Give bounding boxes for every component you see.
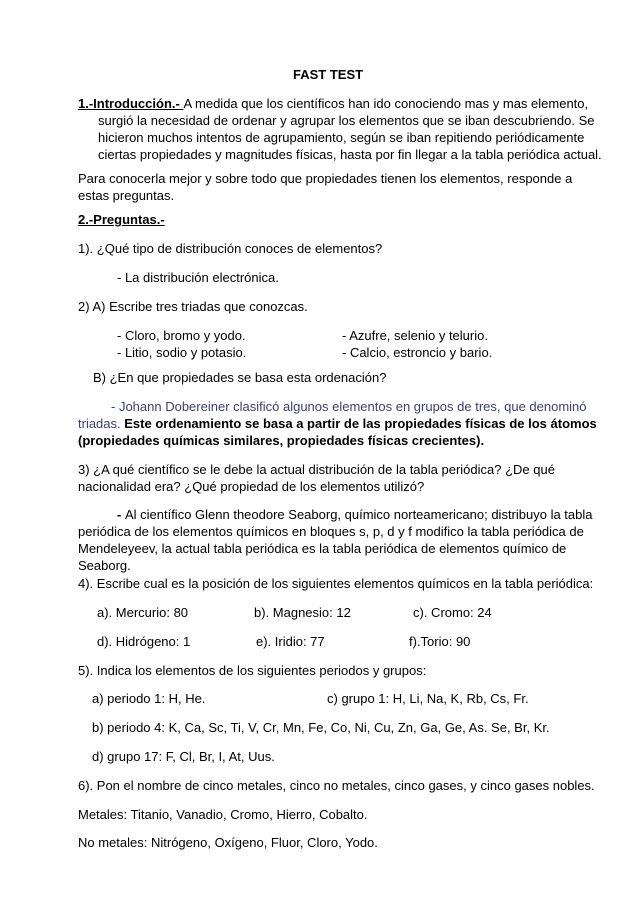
q6-question: 6). Pon el nombre de cinco metales, cinco no metales, cinco gases, y cinco gases nobles. bbox=[78, 778, 595, 793]
q2b-answer-line-2 bbox=[78, 415, 597, 433]
section-heading-preguntas: 2.-Preguntas.- bbox=[78, 212, 165, 227]
intro-line-2: surgió la necesidad de ordenar y agrupar los elementos que se iban descubriendo. Se bbox=[98, 113, 595, 128]
q2-question: 2) A) Escribe tres triadas que conozcas. bbox=[78, 299, 308, 314]
q5-question: 5). Indica los elementos de los siguientes periodos y grupos: bbox=[78, 663, 427, 678]
q3-answer-text: Al científico Glenn theodore Seaborg, químico norteamericano; distribuyo la tabla bbox=[124, 507, 593, 522]
intro-line-1 bbox=[78, 95, 588, 113]
q4-item-b: b). Magnesio: 12 bbox=[254, 605, 351, 620]
triad-right-1: - Azufre, selenio y telurio. bbox=[342, 328, 488, 343]
triad-right-2: - Calcio, estroncio y bario. bbox=[342, 345, 493, 360]
q3-answer-dash: - bbox=[117, 507, 125, 522]
para-line-2: estas preguntas. bbox=[78, 188, 175, 203]
q1-answer: - La distribución electrónica. bbox=[117, 270, 279, 285]
q5-item-c: c) grupo 1: H, Li, Na, K, Rb, Cs, Fr. bbox=[327, 691, 529, 706]
q1-question: 1). ¿Qué tipo de distribución conoces de elementos? bbox=[78, 241, 383, 256]
q5-item-b: b) periodo 4: K, Ca, Sc, Ti, V, Cr, Mn, Fe, Co, Ni, Cu, Zn, Ga, Ge, As. Se, Br, Kr. bbox=[92, 720, 550, 735]
q4-item-a: a). Mercurio: 80 bbox=[97, 605, 189, 620]
q3-answer-line-4: Seaborg. bbox=[78, 558, 131, 573]
intro-heading: 1.-Introducción.- bbox=[78, 96, 184, 111]
q6-metales: Metales: Titanio, Vanadio, Cromo, Hierro, Cobalto. bbox=[78, 807, 368, 822]
q4-item-e: e). Iridio: 77 bbox=[256, 634, 325, 649]
q2b-answer-line-3: (propiedades químicas similares, propiedades físicas crecientes). bbox=[78, 433, 485, 448]
q4-item-d: d). Hidrógeno: 1 bbox=[97, 634, 191, 649]
q3-answer-line-2: periódica de los elementos químicos en bloques s, p, d y f modifico la tabla periódica de bbox=[78, 524, 584, 539]
triad-left-2: - Litio, sodio y potasio. bbox=[117, 345, 247, 360]
q4-item-f: f).Torio: 90 bbox=[409, 634, 471, 649]
q2b-answer-plain: triadas. bbox=[78, 416, 125, 431]
q3-question-line-1: 3) ¿A qué científico se le debe la actual distribución de la tabla periódica? ¿De qué bbox=[78, 462, 555, 477]
intro-text: A medida que los científicos han ido conociendo mas y mas elemento, bbox=[183, 96, 589, 111]
q2b-answer-line-1: - Johann Dobereiner clasificó algunos elementos en grupos de tres, que denominó bbox=[111, 399, 587, 414]
q3-answer-line-1 bbox=[117, 506, 593, 524]
q6-no-metales: No metales: Nitrógeno, Oxígeno, Fluor, Cloro, Yodo. bbox=[78, 835, 378, 850]
q2b-answer-bold: Este ordenamiento se basa a partir de las propiedades físicas de los átomos bbox=[124, 416, 597, 431]
q5-item-a: a) periodo 1: H, He. bbox=[92, 691, 206, 706]
q4-question: 4). Escribe cual es la posición de los siguientes elementos químicos en la tabla periódica: bbox=[78, 576, 594, 591]
q4-item-c: c). Cromo: 24 bbox=[413, 605, 492, 620]
intro-line-4: ciertas propiedades y magnitudes físicas, hasta por fin llegar a la tabla periódica actual. bbox=[98, 147, 602, 162]
q3-answer-line-3: Mendeleyeev, la actual tabla periódica es la tabla periódica de elementos químico de bbox=[78, 541, 567, 556]
q2b-question: B) ¿En que propiedades se basa esta ordenación? bbox=[93, 370, 387, 385]
intro-line-3: hicieron muchos intentos de agrupamiento, según se iban repitiendo periódicamente bbox=[98, 130, 585, 145]
para-line-1: Para conocerla mejor y sobre todo que propiedades tienen los elementos, responde a bbox=[78, 171, 573, 186]
q5-item-d: d) grupo 17: F, Cl, Br, I, At, Uus. bbox=[92, 749, 275, 764]
page-title: FAST TEST bbox=[293, 67, 364, 82]
q3-question-line-2: nacionalidad era? ¿Qué propiedad de los elementos utilizó? bbox=[78, 479, 425, 494]
triad-left-1: - Cloro, bromo y yodo. bbox=[117, 328, 246, 343]
